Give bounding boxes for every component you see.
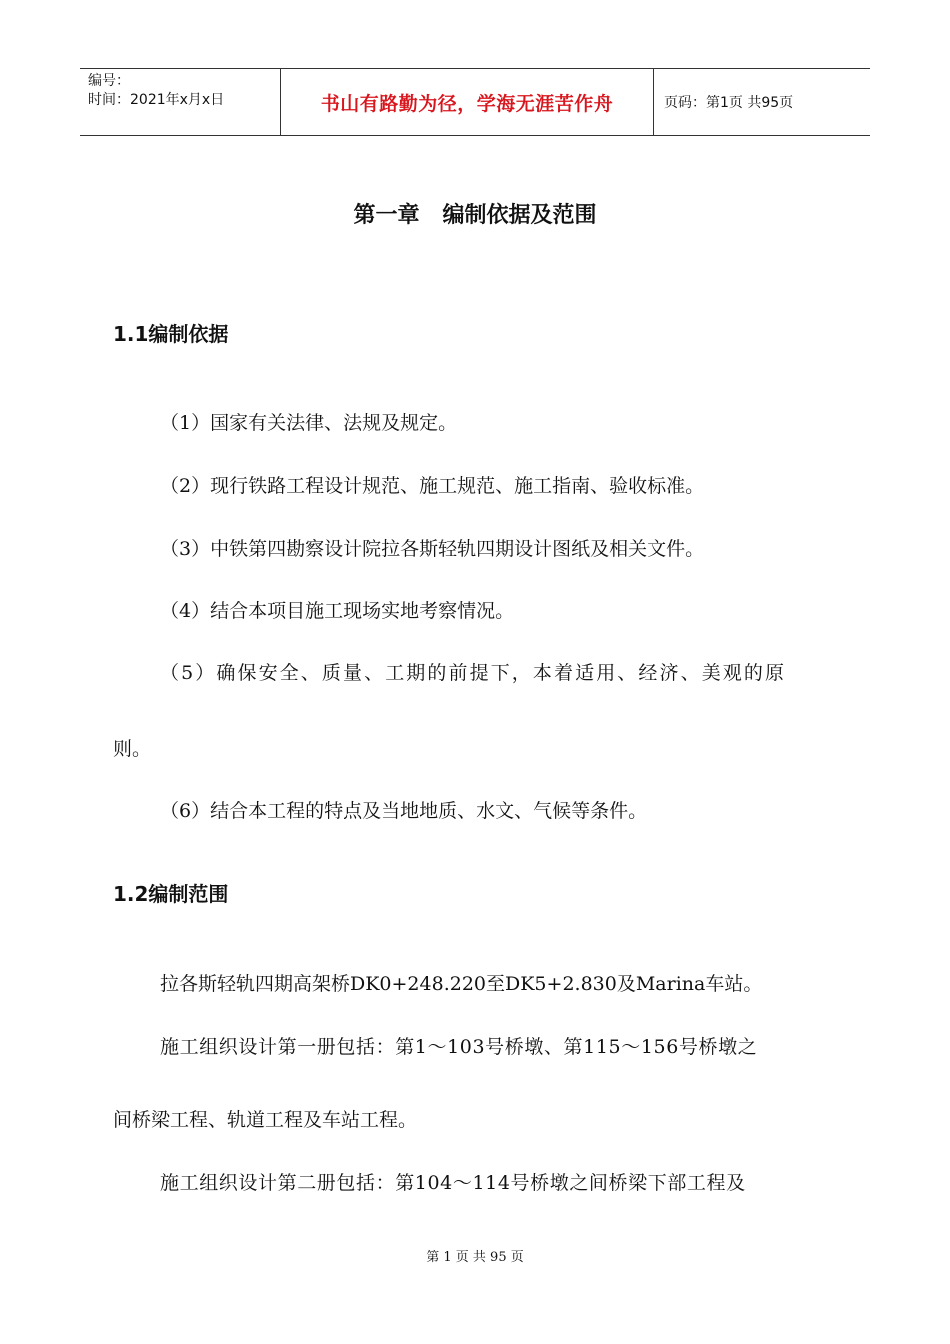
basis-item: （3）中铁第四勘察设计院拉各斯轻轨四期设计图纸及相关文件。 <box>160 538 705 560</box>
header-page-info: 页码：第1页 共95页 <box>664 95 794 111</box>
basis-item: （1）国家有关法律、法规及规定。 <box>160 412 458 434</box>
scope-paragraph: 施工组织设计第一册包括：第1～103号桥墩、第115～156号桥墩之 <box>160 1036 758 1058</box>
basis-item: （2）现行铁路工程设计规范、施工规范、施工指南、验收标准。 <box>160 475 705 497</box>
section-title-scope: 1.2编制范围 <box>113 882 229 906</box>
scope-paragraph: 施工组织设计第二册包括：第104～114号桥墩之间桥梁下部工程及 <box>160 1172 746 1194</box>
basis-item: （6）结合本工程的特点及当地地质、水文、气候等条件。 <box>160 800 648 822</box>
chapter-title: 第一章 编制依据及范围 <box>353 203 597 228</box>
document-date-label: 时间：2021年x月x日 <box>88 92 225 108</box>
section-title-basis: 1.1编制依据 <box>113 322 229 346</box>
page-footer: 第 1 页 共 95 页 <box>426 1250 524 1265</box>
basis-item-continued: 则。 <box>113 738 152 760</box>
scope-paragraph: 拉各斯轻轨四期高架桥DK0+248.220至DK5+2.830及Marina车站。 <box>160 973 763 995</box>
page-header <box>80 68 870 136</box>
basis-item: （4）结合本项目施工现场实地考察情况。 <box>160 600 515 622</box>
header-motto: 书山有路勤为径，学海无涯苦作舟 <box>281 69 654 135</box>
scope-paragraph-continued: 间桥梁工程、轨道工程及车站工程。 <box>113 1109 418 1131</box>
header-meta <box>80 69 281 135</box>
document-number-label: 编号： <box>88 73 130 89</box>
basis-item: （5）确保安全、质量、工期的前提下，本着适用、经济、美观的原 <box>160 662 787 684</box>
